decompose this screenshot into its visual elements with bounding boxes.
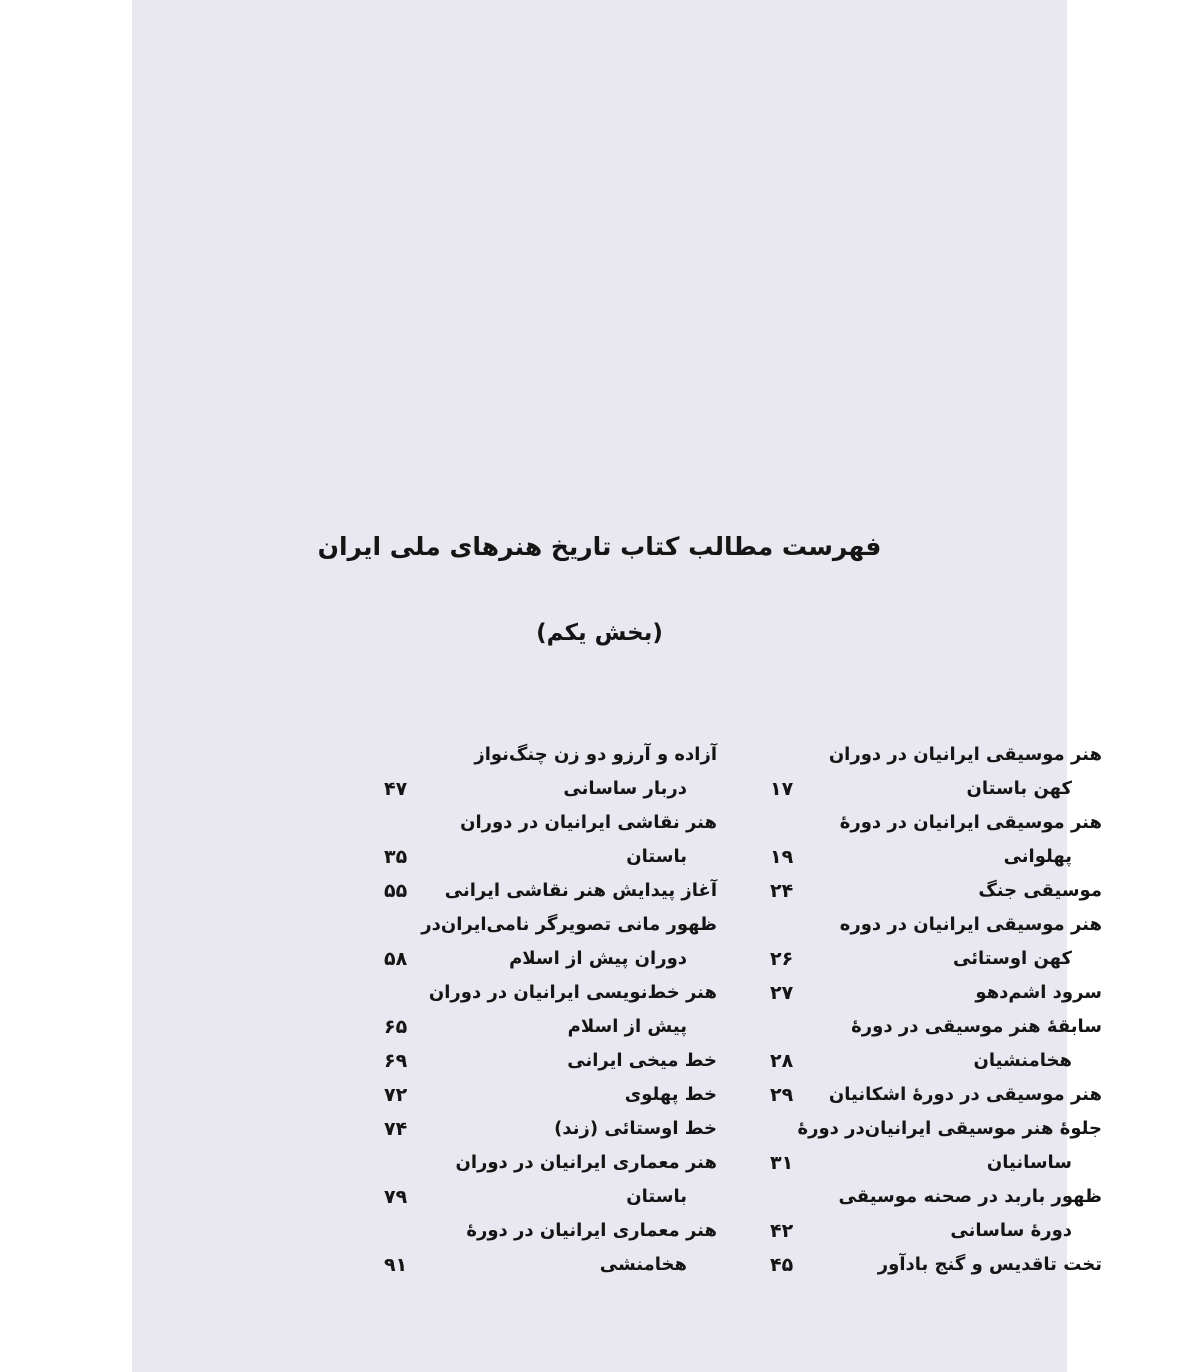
toc-entry-line	[382, 1214, 717, 1248]
toc-page-number: ۷۹	[384, 1186, 408, 1208]
toc-entry-line	[382, 1146, 717, 1180]
toc-entry-title: باستان	[626, 846, 687, 867]
toc-page-number: ۲۸	[770, 1050, 794, 1072]
toc-entry-title: هخامنشی	[599, 1254, 687, 1275]
toc-page-number: ۷۲	[384, 1084, 408, 1106]
toc-page-number: ۴۷	[384, 778, 408, 800]
toc-entry-title: هنر معماری ایرانیان در دورۀ	[466, 1220, 717, 1241]
toc-entry-title: هنر نقاشی ایرانیان در دوران	[460, 812, 717, 833]
toc-entry-title: هنر موسیقی ایرانیان در دوران	[828, 744, 1102, 765]
toc-entry-title: دربار ساسانی	[563, 778, 687, 799]
section-subtitle: (بخش یکم)	[536, 620, 663, 646]
toc-entry-line	[382, 1112, 717, 1146]
page-title: فهرست مطالب کتاب تاریخ هنرهای ملی ایران	[317, 532, 882, 561]
toc-entry-title: کهن اوستائی	[953, 948, 1072, 969]
toc-page-number: ۱۷	[770, 778, 794, 800]
toc-page-number: ۷۴	[384, 1118, 408, 1140]
toc-entry-line	[382, 1078, 717, 1112]
toc-entry-line	[382, 1044, 717, 1078]
toc-entry-line	[382, 942, 717, 976]
toc-entry-line	[382, 772, 717, 806]
toc-page-number: ۴۵	[770, 1254, 794, 1276]
toc-entry-title: خط اوستائی (زند)	[554, 1118, 717, 1139]
toc-entry-line	[382, 840, 717, 874]
toc-entry-title: هنر موسیقی ایرانیان در دورۀ	[839, 812, 1102, 833]
toc-page-number: ۵۸	[384, 948, 408, 970]
toc-page-number: ۹۱	[384, 1254, 408, 1276]
toc-entry-title: ساسانیان	[986, 1152, 1072, 1173]
toc-entry-line	[382, 874, 717, 908]
toc-entry-title: خط پهلوی	[624, 1084, 717, 1105]
toc-entry-title: هنر معماری ایرانیان در دوران	[455, 1152, 717, 1173]
toc-entry-line	[382, 738, 717, 772]
toc-entry-line	[382, 1180, 717, 1214]
toc-entry-title: دوران پیش از اسلام	[509, 948, 687, 969]
toc-page-number: ۵۵	[384, 880, 408, 902]
toc-entry-line	[382, 1010, 717, 1044]
toc-page-number: ۱۹	[770, 846, 794, 868]
toc-page-number: ۶۵	[384, 1016, 408, 1038]
toc-entry-title: تخت تاقدیس و گنج بادآور	[877, 1254, 1102, 1275]
toc-entry-title: باستان	[626, 1186, 687, 1207]
toc-entry-title: هنر موسیقی ایرانیان در دوره	[839, 914, 1102, 935]
toc-page-number: ۲۹	[770, 1084, 794, 1106]
toc-page-number: ۳۵	[384, 846, 408, 868]
toc-entry-title: جلوۀ هنر موسیقی ایرانیان‌در دورۀ	[797, 1118, 1102, 1139]
toc-entry-title: ظهور باربد در صحنه موسیقی	[838, 1186, 1102, 1207]
toc-entry-title: هخامنشیان	[973, 1050, 1072, 1071]
toc-page-number: ۳۱	[770, 1152, 794, 1174]
toc-entry-title: موسیقی جنگ	[978, 880, 1102, 901]
toc-column-left	[382, 738, 717, 1282]
toc-entry-line	[382, 908, 717, 942]
toc-page-number: ۲۴	[770, 880, 794, 902]
toc-entry-line	[382, 976, 717, 1010]
toc-entry-title: آزاده و آرزو دو زن چنگ‌نواز	[474, 744, 717, 765]
toc-entry-title: ظهور مانی تصویرگر نامی‌ایران‌در	[421, 914, 717, 935]
toc-entry-line	[382, 806, 717, 840]
toc-entry-title: سرود اشم‌دهو	[975, 982, 1102, 1003]
toc-page-number: ۶۹	[384, 1050, 408, 1072]
toc-entry-title: هنر موسیقی در دورۀ اشکانیان	[828, 1084, 1102, 1105]
toc-entry-title: پیش از اسلام	[567, 1016, 687, 1037]
toc-entry-title: دورۀ ساسانی	[950, 1220, 1072, 1241]
toc-entry-title: پهلوانی	[1003, 846, 1072, 867]
toc-page-number: ۴۲	[770, 1220, 794, 1242]
toc-entry-title: سابقۀ هنر موسیقی در دورۀ	[851, 1016, 1102, 1037]
toc-entry-line	[382, 1248, 717, 1282]
toc-entry-title: هنر خط‌نویسی ایرانیان در دوران	[428, 982, 717, 1003]
toc-page-number: ۲۷	[770, 982, 794, 1004]
document-page	[132, 0, 1102, 1372]
toc-entry-title: خط میخی ایرانی	[567, 1050, 717, 1071]
toc-entry-title: آغاز پیدایش هنر نقاشی ایرانی	[444, 880, 717, 901]
toc-entry-title: کهن باستان	[966, 778, 1072, 799]
toc-page-number: ۲۶	[770, 948, 794, 970]
